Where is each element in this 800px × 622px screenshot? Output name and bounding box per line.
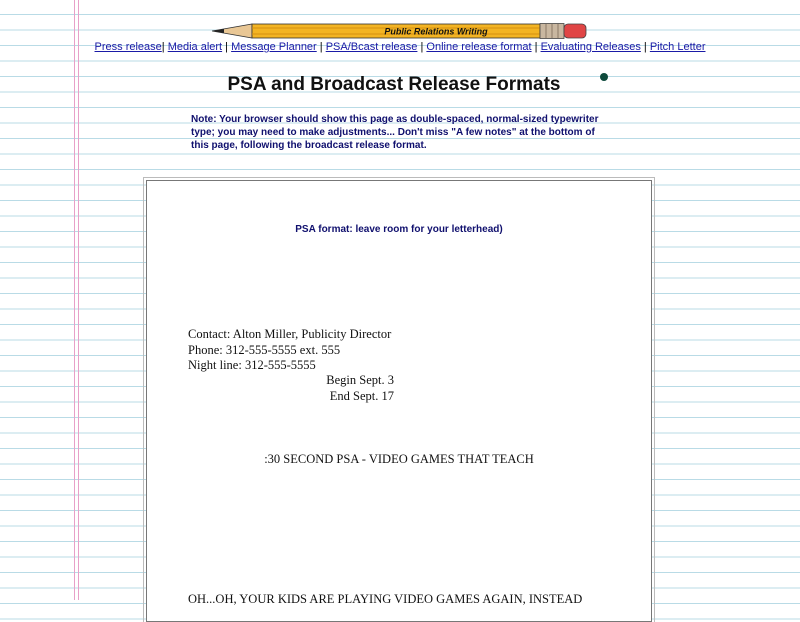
- nav-separator: |: [316, 41, 326, 53]
- psa-document: [146, 180, 652, 622]
- bullet-dot-icon: [600, 73, 608, 81]
- psa-body-text: OH...OH, YOUR KIDS ARE PLAYING VIDEO GAMES AGAIN, INSTEAD: [188, 592, 583, 606]
- nav-separator: |: [417, 41, 427, 53]
- psa-format-heading: PSA format: leave room for your letterhead): [295, 224, 503, 235]
- nav-psa-bcast-release[interactable]: PSA/Bcast release: [325, 41, 418, 53]
- nav-bar: [0, 41, 800, 53]
- pencil-banner: [212, 22, 588, 40]
- nav-pitch-letter[interactable]: Pitch Letter: [649, 41, 706, 53]
- phone-line: Phone: 312-555-5555 ext. 555: [188, 342, 341, 357]
- psa-title: :30 SECOND PSA - VIDEO GAMES THAT TEACH: [264, 452, 534, 466]
- nav-press-release[interactable]: Press release: [94, 41, 162, 53]
- begin-date: Begin Sept. 3: [326, 373, 394, 387]
- nav-evaluating-releases[interactable]: Evaluating Releases: [540, 41, 641, 53]
- nav-separator: |: [222, 41, 232, 53]
- run-dates: [147, 373, 394, 404]
- nav-message-planner[interactable]: Message Planner: [231, 41, 317, 53]
- end-date: End Sept. 17: [329, 388, 394, 403]
- nav-separator: |: [161, 41, 168, 53]
- page-title: PSA and Broadcast Release Formats: [227, 74, 561, 95]
- nav-online-release-format[interactable]: Online release format: [426, 41, 532, 53]
- banner-title: Public Relations Writing: [384, 26, 488, 37]
- night-line: Night line: 312-555-5555: [188, 358, 316, 372]
- nav-separator: |: [531, 41, 541, 53]
- contact-block: [188, 327, 391, 374]
- nav-media-alert[interactable]: Media alert: [167, 41, 223, 53]
- pencil-eraser: [564, 24, 586, 38]
- nav-separator: |: [640, 41, 650, 53]
- page-note: Note: Your browser should show this page as double-spaced, normal-sized typewriter type; you may need to make adjustments... Don't miss "A few notes" at the bottom of this page, following the broadcast release format.: [191, 114, 599, 151]
- contact-line: Contact: Alton Miller, Publicity Director: [188, 327, 392, 341]
